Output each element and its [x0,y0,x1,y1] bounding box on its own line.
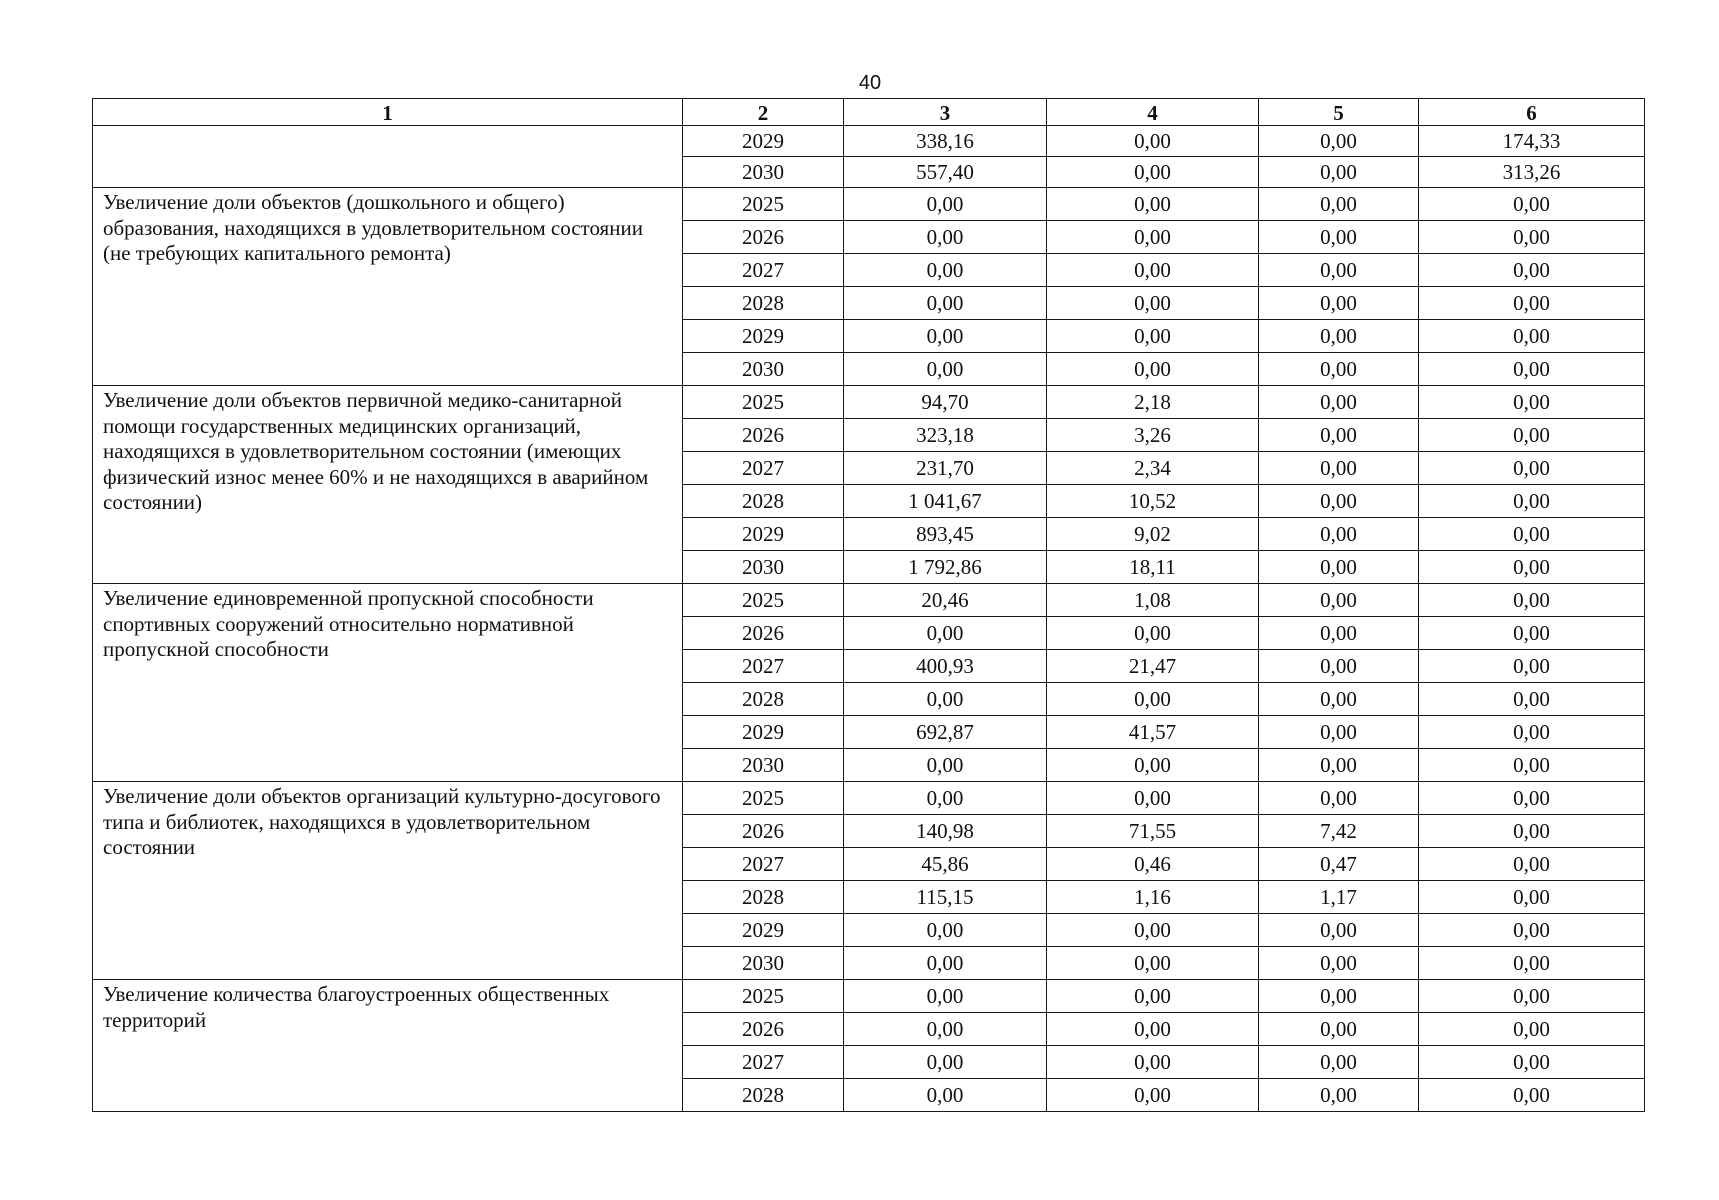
col5-cell: 0,00 [1259,126,1419,157]
col4-cell: 1,08 [1047,584,1259,617]
col3-cell: 115,15 [844,881,1047,914]
col3-cell: 0,00 [844,947,1047,980]
col4-cell: 0,00 [1047,749,1259,782]
col6-cell: 0,00 [1419,815,1645,848]
col5-cell: 0,00 [1259,221,1419,254]
year-cell: 2029 [683,518,844,551]
col6-cell: 0,00 [1419,716,1645,749]
col4-cell: 0,46 [1047,848,1259,881]
col5-cell: 0,00 [1259,1046,1419,1079]
col4-cell: 0,00 [1047,1079,1259,1112]
col6-cell: 0,00 [1419,320,1645,353]
col5-cell: 0,00 [1259,551,1419,584]
indicator-name-cell [93,126,683,188]
col5-cell: 1,17 [1259,881,1419,914]
col3-cell: 0,00 [844,749,1047,782]
col6-cell: 0,00 [1419,287,1645,320]
col5-cell: 0,47 [1259,848,1419,881]
col5-cell: 0,00 [1259,1013,1419,1046]
col5-cell: 0,00 [1259,386,1419,419]
table-row [93,126,1645,157]
col3-cell: 1 792,86 [844,551,1047,584]
column-header: 2 [683,99,844,126]
col5-cell: 0,00 [1259,749,1419,782]
col5-cell: 7,42 [1259,815,1419,848]
table-header [93,99,1645,126]
col6-cell: 174,33 [1419,126,1645,157]
col6-cell: 0,00 [1419,518,1645,551]
col4-cell: 0,00 [1047,157,1259,188]
col4-cell: 21,47 [1047,650,1259,683]
col3-cell: 231,70 [844,452,1047,485]
col3-cell: 0,00 [844,1046,1047,1079]
col6-cell: 0,00 [1419,947,1645,980]
col4-cell: 41,57 [1047,716,1259,749]
col6-cell: 0,00 [1419,452,1645,485]
year-cell: 2028 [683,1079,844,1112]
col5-cell: 0,00 [1259,683,1419,716]
col5-cell: 0,00 [1259,157,1419,188]
col4-cell: 0,00 [1047,320,1259,353]
col3-cell: 0,00 [844,980,1047,1013]
col4-cell: 71,55 [1047,815,1259,848]
col4-cell: 3,26 [1047,419,1259,452]
col6-cell: 0,00 [1419,1013,1645,1046]
col6-cell: 0,00 [1419,683,1645,716]
col4-cell: 0,00 [1047,914,1259,947]
indicator-name-cell: Увеличение количества благоустроенных общественных территорий [93,980,683,1112]
table-row [93,782,1645,815]
col5-cell: 0,00 [1259,650,1419,683]
col6-cell: 0,00 [1419,650,1645,683]
col4-cell: 0,00 [1047,126,1259,157]
col5-cell: 0,00 [1259,1079,1419,1112]
col4-cell: 0,00 [1047,683,1259,716]
col3-cell: 1 041,67 [844,485,1047,518]
col6-cell: 0,00 [1419,551,1645,584]
col5-cell: 0,00 [1259,485,1419,518]
column-header: 1 [93,99,683,126]
col4-cell: 0,00 [1047,221,1259,254]
col4-cell: 9,02 [1047,518,1259,551]
col4-cell: 0,00 [1047,287,1259,320]
col6-cell: 0,00 [1419,1046,1645,1079]
col3-cell: 0,00 [844,1079,1047,1112]
col4-cell: 2,34 [1047,452,1259,485]
column-header: 5 [1259,99,1419,126]
col5-cell: 0,00 [1259,716,1419,749]
col3-cell: 338,16 [844,126,1047,157]
year-cell: 2027 [683,848,844,881]
col6-cell: 0,00 [1419,749,1645,782]
col3-cell: 0,00 [844,1013,1047,1046]
col6-cell: 0,00 [1419,1079,1645,1112]
col4-cell: 0,00 [1047,947,1259,980]
indicator-name-cell: Увеличение доли объектов организаций культурно-досугового типа и библиотек, находящихся в удовлетворительном состоянии [93,782,683,980]
col3-cell: 0,00 [844,287,1047,320]
col5-cell: 0,00 [1259,287,1419,320]
col4-cell: 0,00 [1047,254,1259,287]
year-cell: 2028 [683,881,844,914]
indicator-name-cell: Увеличение единовременной пропускной способности спортивных сооружений относительно нормативной пропускной способности [93,584,683,782]
col4-cell: 0,00 [1047,782,1259,815]
col4-cell: 0,00 [1047,1013,1259,1046]
page-number: 40 [858,72,882,94]
col6-cell: 0,00 [1419,617,1645,650]
col6-cell: 0,00 [1419,188,1645,221]
year-cell: 2025 [683,386,844,419]
col6-cell: 0,00 [1419,782,1645,815]
col4-cell: 0,00 [1047,980,1259,1013]
column-header: 4 [1047,99,1259,126]
col4-cell: 0,00 [1047,1046,1259,1079]
col5-cell: 0,00 [1259,419,1419,452]
col6-cell: 0,00 [1419,584,1645,617]
year-cell: 2025 [683,980,844,1013]
data-table [92,98,1645,1112]
indicator-name-cell: Увеличение доли объектов первичной медико-санитарной помощи государственных медицинских организаций, находящихся в удовлетворительном состоянии (имеющих физический износ менее 60% и не находящихся в аварийном состоянии) [93,386,683,584]
year-cell: 2029 [683,126,844,157]
col5-cell: 0,00 [1259,584,1419,617]
col3-cell: 0,00 [844,914,1047,947]
year-cell: 2030 [683,749,844,782]
col6-cell: 0,00 [1419,848,1645,881]
col6-cell: 0,00 [1419,914,1645,947]
col4-cell: 0,00 [1047,617,1259,650]
col6-cell: 0,00 [1419,419,1645,452]
year-cell: 2027 [683,254,844,287]
col3-cell: 0,00 [844,353,1047,386]
col3-cell: 0,00 [844,683,1047,716]
year-cell: 2028 [683,485,844,518]
header-row [93,99,1645,126]
year-cell: 2027 [683,1046,844,1079]
col5-cell: 0,00 [1259,914,1419,947]
col6-cell: 0,00 [1419,881,1645,914]
col6-cell: 0,00 [1419,254,1645,287]
col6-cell: 0,00 [1419,353,1645,386]
year-cell: 2026 [683,419,844,452]
indicator-name-cell: Увеличение доли объектов (дошкольного и общего) образования, находящихся в удовлетворительном состоянии (не требующих капитального ремонта) [93,188,683,386]
col3-cell: 323,18 [844,419,1047,452]
table-row [93,188,1645,221]
col3-cell: 140,98 [844,815,1047,848]
col3-cell: 692,87 [844,716,1047,749]
col4-cell: 18,11 [1047,551,1259,584]
year-cell: 2026 [683,617,844,650]
table-row [93,386,1645,419]
col5-cell: 0,00 [1259,254,1419,287]
year-cell: 2029 [683,716,844,749]
col4-cell: 0,00 [1047,188,1259,221]
year-cell: 2025 [683,584,844,617]
year-cell: 2030 [683,157,844,188]
col5-cell: 0,00 [1259,617,1419,650]
table-row [93,980,1645,1013]
col6-cell: 313,26 [1419,157,1645,188]
col6-cell: 0,00 [1419,485,1645,518]
year-cell: 2030 [683,353,844,386]
col6-cell: 0,00 [1419,386,1645,419]
col3-cell: 0,00 [844,320,1047,353]
year-cell: 2027 [683,452,844,485]
col3-cell: 893,45 [844,518,1047,551]
table-row [93,584,1645,617]
col6-cell: 0,00 [1419,221,1645,254]
column-header: 3 [844,99,1047,126]
col3-cell: 557,40 [844,157,1047,188]
col6-cell: 0,00 [1419,980,1645,1013]
year-cell: 2025 [683,188,844,221]
col4-cell: 10,52 [1047,485,1259,518]
col5-cell: 0,00 [1259,518,1419,551]
year-cell: 2030 [683,551,844,584]
col5-cell: 0,00 [1259,320,1419,353]
year-cell: 2028 [683,683,844,716]
year-cell: 2028 [683,287,844,320]
col3-cell: 0,00 [844,221,1047,254]
year-cell: 2026 [683,221,844,254]
col3-cell: 45,86 [844,848,1047,881]
col5-cell: 0,00 [1259,947,1419,980]
column-header: 6 [1419,99,1645,126]
col3-cell: 400,93 [844,650,1047,683]
col3-cell: 0,00 [844,782,1047,815]
col5-cell: 0,00 [1259,980,1419,1013]
year-cell: 2027 [683,650,844,683]
year-cell: 2029 [683,320,844,353]
table-body [93,126,1645,1112]
year-cell: 2025 [683,782,844,815]
col4-cell: 0,00 [1047,353,1259,386]
col5-cell: 0,00 [1259,452,1419,485]
col3-cell: 94,70 [844,386,1047,419]
col3-cell: 0,00 [844,254,1047,287]
col3-cell: 20,46 [844,584,1047,617]
col3-cell: 0,00 [844,188,1047,221]
col4-cell: 1,16 [1047,881,1259,914]
col4-cell: 2,18 [1047,386,1259,419]
col5-cell: 0,00 [1259,353,1419,386]
year-cell: 2029 [683,914,844,947]
col5-cell: 0,00 [1259,782,1419,815]
col3-cell: 0,00 [844,617,1047,650]
year-cell: 2026 [683,815,844,848]
col5-cell: 0,00 [1259,188,1419,221]
year-cell: 2030 [683,947,844,980]
year-cell: 2026 [683,1013,844,1046]
